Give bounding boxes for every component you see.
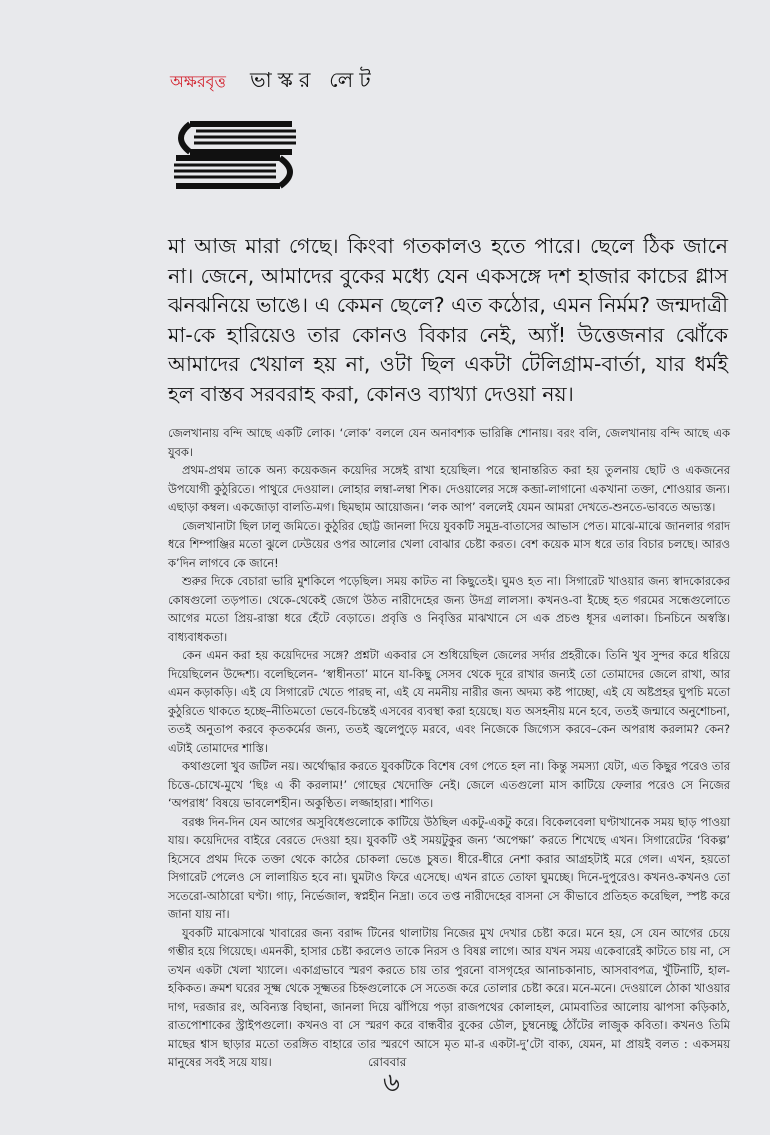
body-paragraph: কথাগুলো খুব জটিল নয়। অর্থোদ্ধার করতে যুবকটিকে বিশেষ বেগ পেতে হল না। কিন্তু সমস্যা যেটা, এত কিছুর পরেও তার চিত্তে-চোখে-মুখে ‘ছিঃ এ কী করলাম!’ গোছের খেদোক্তি নেই। জেলে এতগুলো মাস কাটিয়ে ফেলার পরেও সে নিজের ‘অপরাধ’ বিষয়ে ভাবলেশহীন। অকুণ্ঠিত। লজ্জাহারা। শাণিত। xyxy=(168,759,730,810)
body-paragraph: প্রথম-প্রথম তাকে অন্য কয়েকজন কয়েদির সঙ্গেই রাখা হয়েছিল। পরে স্থানান্তরিত করা হয় তুলনায় ছোট ও একজনের উপযোগী কুঠুরিতে। পাথুরে দেওয়াল। লোহার লম্বা-লম্বা শিক। দেওয়ালের সঙ্গে কব্জা-লাগানো একখানা তক্তা, শোওয়ার জন্য। এছাড়া কম্বল। একজোড়া বালতি-মগ। ছিমছাম আয়োজন। ‘লক আপ’ বললেই যেমন আমরা দেখতে-শুনতে-ভাবতে অভ্যস্ত। xyxy=(168,463,730,514)
body-paragraph: জেলখানায় বন্দি আছে একটি লোক। ‘লোক’ বললে যেন অনাবশ্যক ভারিক্কি শোনায়। বরং বলি, জেলখানায় বন্দি আছে এক যুবক। xyxy=(168,426,730,459)
body-paragraph: শুরুর দিকে বেচারা ভারি মুশকিলে পড়েছিল। সময় কাটত না কিছুতেই। ঘুমও হত না। সিগারেট খাওয়ার জন্য স্বাদকোরকের কোষগুলো তড়পাত। থেকে-থেকেই জেগে উঠত নারীদেহের জন্য উদগ্র লালসা। কখনও-বা ইচ্ছে হত গরমের সন্ধেগুলোতে আগের মতো প্রিয়-রাস্তা ধরে হেঁটে বেড়াতে। প্রবৃত্তি ও নিবৃত্তির মাঝখানে সে এক প্রচণ্ড ধূসর এলাকা। চিনচিনে অস্বস্তি। বাধ্যবাধকতা। xyxy=(168,574,730,644)
page-number: ৬ xyxy=(383,1068,400,1098)
magazine-name: রোববার xyxy=(368,1055,407,1069)
body-paragraph: জেলখানাটা ছিল ঢালু জমিতে। কুঠুরির ছোট্ট জানলা দিয়ে যুবকটি সমুদ্র-বাতাসের আভাস পেত। মাঝে-মাঝে জানলার গরাদ ধরে শিম্পাঞ্জির মতো ঝুলে ঢেউয়ের ওপর আলোর খেলা বোঝার চেষ্টা করত। বেশ কয়েক মাস ধরে তার বিচার চলছে। আরও ক’দিন লাগবে কে জানে! xyxy=(168,518,730,570)
section-tag: অক্ষরবৃত্ত xyxy=(170,72,226,91)
article-body xyxy=(168,424,730,1072)
author-name: ভাস্কর লেট xyxy=(249,68,377,92)
body-paragraph: বরঞ্চ দিন-দিন যেন আগের অসুবিধেগুলোকে কাটিয়ে উঠছিল একটু-একটু করে। বিকেলবেলা ঘণ্টাখানেক সময় ছাড় পাওয়া যায়। কয়েদিদের বাইরে বেরতে দেওয়া হয়। যুবকটি ওই সময়টুকুর জন্য ‘অপেক্ষা’ করতে শিখেছে এখন। সিগারেটের ‘বিকল্প’ হিসেবে প্রথম দিকে তক্তা থেকে কাঠের চোকলা ভেঙে চুষত। ধীরে-ধীরে নেশা করার আগ্রহটাই মরে গেল। এখন, হয়তো সিগারেট পেলেও সে লালায়িত হবে না। ঘুমটাও ফিরে এসেছে। এখন রাতে তোফা ঘুমচ্ছে। দিনে-দুপুরেও। কখনও-কখনও তো সতেরো-আঠারো ঘণ্টা। গাঢ়, নির্ভেজাল, স্বপ্নহীন নিদ্রা। তবে তপ্ত নারীদেহের বাসনা সে কীভাবে প্রতিহত করেছিল, স্পষ্ট করে জানা যায় না। xyxy=(168,814,730,921)
lead-paragraph: মা আজ মারা গেছে। কিংবা গতকালও হতে পারে। ছেলে ঠিক জানে না। জেনে, আমাদের বুকের মধ্যে যেন একসঙ্গে দশ হাজার কাচের গ্লাস ঝনঝনিয়ে ভাঙে। এ কেমন ছেলে? এত কঠোর, এমন নির্মম? জন্মদাত্রী মা-কে হারিয়েও তার কোনও বিকার নেই, অ্যাঁ! উত্তেজনার ঝোঁকে আমাদের খেয়াল হয় না, ওটা ছিল একটা টেলিগ্রাম-বার্তা, যার ধর্মই হল বাস্তব সরবরাহ করা, কোনও ব্যাখ্যা দেওয়া নয়। xyxy=(168,234,728,406)
stacked-books-icon xyxy=(170,118,310,196)
article-header xyxy=(170,64,377,99)
body-paragraph: যুবকটি মাঝেসাঝে খাবারের জন্য বরাদ্দ টিনের থালাটায় নিজের মুখ দেখার চেষ্টা করে। মনে হয়, সে যেন আগের চেয়ে গম্ভীর হয়ে গিয়েছে। এমনকী, হাসার চেষ্টা করলেও তাকে নিরস ও বিষণ্ণ লাগে। আর যখন সময় একেবারেই কাটতে চায় না, সে তখন একটা খেলা খ্যালে। একাগ্রভাবে স্মরণ করতে চায় তার পুরনো বাসগৃহের আনাচকানাচ, আসবাবপত্র, খুঁটিনাটি, হাল-হকিকত। ক্রমশ ঘরের সূক্ষ্ম থেকে সূক্ষ্মতর চিহ্নগুলোকে সে সতেজ করে তোলার চেষ্টা করে। মনে-মনে। দেওয়ালে ঠোকা খাওয়ার দাগ, দরজার রং, অবিন্যস্ত বিছানা, জানলা দিয়ে ঝাঁপিয়ে পড়া রাজপথের কোলাহল, মোমবাতির আলোয় ঝাপসা কড়িকাঠ, রাতপোশাকের স্ট্রাইপগুলো। কখনও বা সে স্মরণ করে বান্ধবীর বুকের ডৌল, চুম্বনেচ্ছু ঠোঁটের লাজুক কবিতা। কখনও তিমি মাছের শ্বাস ছাড়ার মতো তরঙ্গিত বাহারে তার স্মরণে আসে মৃত মা-র একটা-দু’টো বাক্য, যেমন, মা প্রায়ই বলত : একসময় মানুষের সবই সয়ে যায়। xyxy=(168,925,730,1069)
body-paragraph: কেন এমন করা হয় কয়েদিদের সঙ্গে? প্রশ্নটা একবার সে শুধিয়েছিল জেলের সর্দার প্রহরীকে। তিনি খুব সুন্দর করে ধরিয়ে দিয়েছিলেন উদ্দেশ্য। বলেছিলেন- ‘স্বাধীনতা’ মানে যা-কিছু সেসব থেকে দূরে রাখার জন্যই তো তোমাদের জেলে রাখা, আর এমন কড়াকড়ি। এই যে সিগারেট খেতে পারছ না, এই যে নমনীয় নারীর জন্য অদম্য কষ্ট পাচ্ছো, এই যে অষ্টপ্রহর ঘুপচি মতো কুঠুরিতে থাকতে হচ্ছে–নীতিমতো ভেবে-চিন্তেই এসবের ব্যবস্থা করা হয়েছে। যত অসহনীয় মনে হবে, ততই জন্মাবে অনুশোচনা, ততই অনুতাপ করবে কৃতকর্মের জন্য, ততই জ্বলেপুড়ে মরবে, এবং নিজেকে জিগ্যেস করবে–কেন অপরাধ করলাম? কেন? এটাই তোমাদের শাস্তি। xyxy=(168,648,730,755)
